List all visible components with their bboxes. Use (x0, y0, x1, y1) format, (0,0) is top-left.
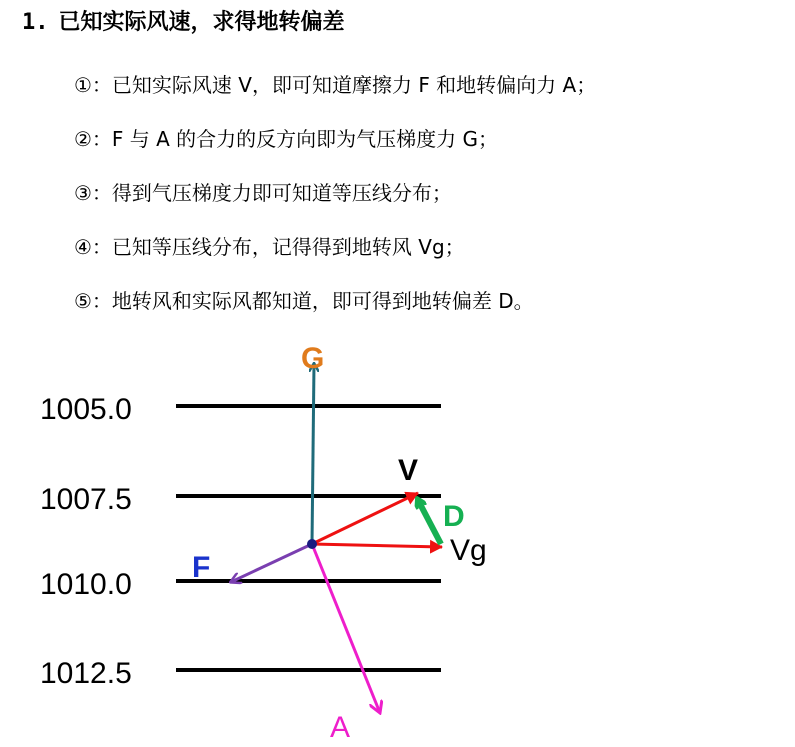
origin-point (307, 539, 317, 549)
vector-f-arrow (231, 544, 312, 582)
vector-a-label: A (330, 711, 351, 744)
section-number: 1. (22, 10, 49, 35)
step-item: ②：F 与 A 的合力的反方向即为气压梯度力 G； (74, 127, 499, 151)
step-item: ①：已知实际风速 V，即可知道摩擦力 F 和地转偏向力 A； (74, 73, 597, 97)
section-title: 已知实际风速，求得地转偏差 (58, 10, 345, 35)
isobar-label: 1012.5 (40, 657, 132, 690)
vector-d-arrow (418, 500, 441, 544)
step-item: ④：已知等压线分布，记得得到地转风 Vg； (74, 235, 465, 259)
isobar-label: 1005.0 (40, 393, 132, 426)
vector-vg-arrow (312, 544, 442, 547)
isobar-label: 1010.0 (40, 568, 132, 601)
vector-d-label: D (443, 500, 465, 533)
isobar-label: 1007.5 (40, 483, 132, 516)
vector-v-label: V (398, 454, 419, 487)
vector-vg-label: Vg (450, 534, 487, 567)
vector-a-arrow (312, 544, 380, 713)
step-item: ⑤：地转风和实际风都知道，即可得到地转偏差 D。 (74, 289, 534, 313)
vector-g-arrow (312, 364, 314, 544)
vector-g-label: G (301, 342, 325, 375)
vector-v-arrow (312, 493, 418, 544)
wind-vector-diagram (0, 330, 795, 747)
steps-list (74, 58, 596, 328)
section-heading (22, 6, 345, 40)
step-item: ③：得到气压梯度力即可知道等压线分布； (74, 181, 452, 205)
vector-f-label: F (192, 551, 211, 584)
